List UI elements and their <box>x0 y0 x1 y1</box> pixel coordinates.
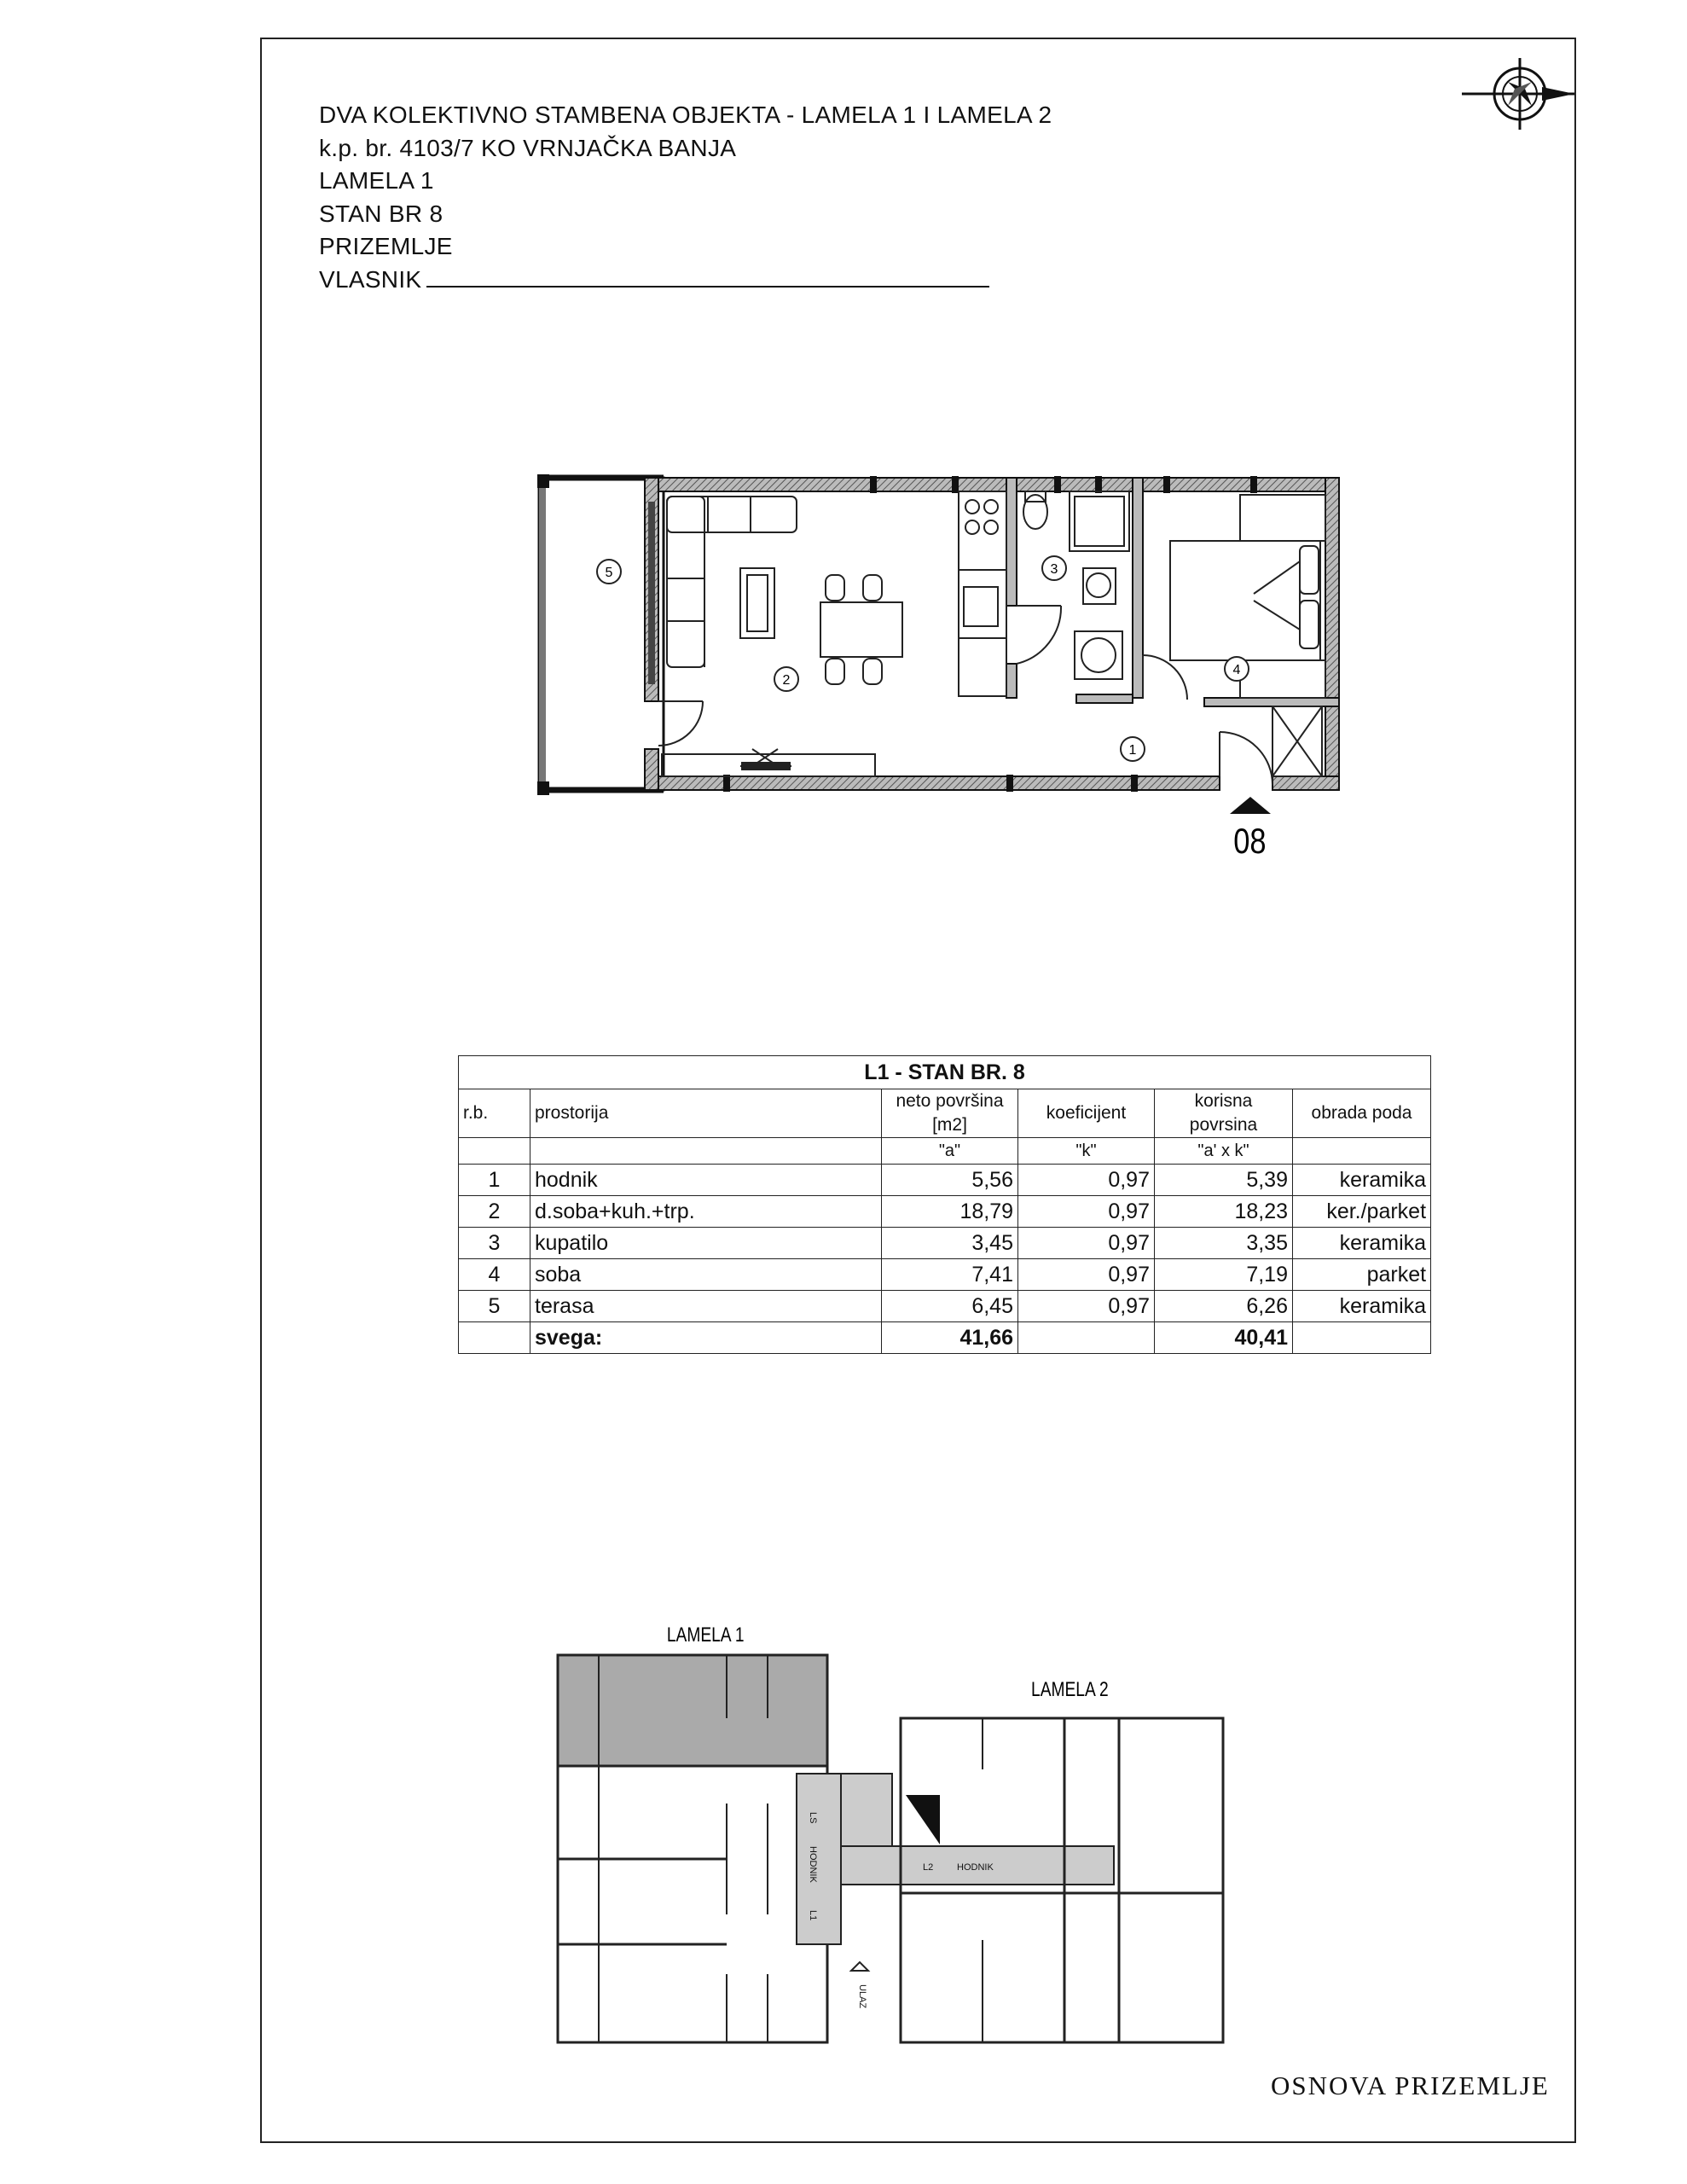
floor-line: PRIZEMLJE <box>319 233 453 259</box>
header-coef: koeficijent <box>1018 1089 1155 1138</box>
total-label: svega: <box>530 1322 882 1354</box>
header-room: prostorija <box>530 1089 882 1138</box>
bathroom-fixtures-icon <box>1023 491 1129 679</box>
table-row: 2 d.soba+kuh.+trp. 18,79 0,97 18,23 ker./parket <box>459 1196 1431 1228</box>
owner-line: VLASNIK <box>319 264 1052 297</box>
sub-area: "a" <box>882 1138 1018 1165</box>
header-floor: obrada poda <box>1293 1089 1431 1138</box>
table-row: 1 hodnik 5,56 0,97 5,39 keramika <box>459 1165 1431 1196</box>
header-rb: r.b. <box>459 1089 530 1138</box>
ulaz-label: ULAZ <box>857 1984 867 2009</box>
header-usable: korisna povrsina <box>1155 1089 1293 1138</box>
dining-table-icon <box>820 575 902 684</box>
sofa-icon <box>667 497 797 667</box>
lamela-line: LAMELA 1 <box>319 167 434 194</box>
table-total-row <box>459 1322 1431 1354</box>
room-number-4: 4 <box>1232 663 1241 677</box>
table-subheader-row <box>459 1138 1431 1165</box>
north-arrow-icon <box>1460 51 1576 145</box>
owner-blank-line <box>426 267 989 288</box>
sub-coef: "k" <box>1018 1138 1155 1165</box>
sub-usable: "a' x k" <box>1155 1138 1293 1165</box>
entrance-arrow-icon <box>851 1962 868 1971</box>
lamela-2-label: LAMELA 2 <box>1031 1676 1109 1701</box>
l1-label: L1 <box>808 1910 818 1921</box>
wardrobe-icon <box>1272 706 1322 776</box>
kitchen-counter-icon <box>959 491 1006 696</box>
window-marks <box>723 476 1257 792</box>
l2-label: L2 <box>923 1862 934 1873</box>
coffee-table-icon <box>740 568 774 638</box>
room-number-2: 2 <box>782 673 791 688</box>
table-row: 4 soba 7,41 0,97 7,19 parket <box>459 1259 1431 1291</box>
stair-marker-icon <box>906 1795 940 1844</box>
entrance-arrow-icon <box>1230 797 1271 814</box>
drawing-caption: OSNOVA PRIZEMLJE <box>1271 2071 1550 2100</box>
room-number-3: 3 <box>1050 562 1058 577</box>
apartment-floor-plan <box>529 468 1348 868</box>
unit-label: 08 <box>1233 821 1267 862</box>
total-usable: 40,41 <box>1155 1322 1293 1354</box>
apartment-line: STAN BR 8 <box>319 200 443 227</box>
ground-floor-key-plan <box>556 1616 1238 2059</box>
table-row: 3 kupatilo 3,45 0,97 3,35 keramika <box>459 1228 1431 1259</box>
room-number-5: 5 <box>605 566 613 580</box>
table-row: 5 terasa 6,45 0,97 6,26 keramika <box>459 1291 1431 1322</box>
parcel-line: k.p. br. 4103/7 KO VRNJAČKA BANJA <box>319 134 737 161</box>
room-area-table <box>458 1055 1430 1354</box>
total-area: 41,66 <box>882 1322 1018 1354</box>
walls <box>645 478 1339 790</box>
lamela-1-label: LAMELA 1 <box>666 1622 745 1647</box>
table-header-row <box>459 1089 1431 1138</box>
corridor <box>797 1774 1114 1944</box>
header-area: neto površina [m2] <box>882 1089 1018 1138</box>
title-block <box>319 99 1052 296</box>
ls-label: LS <box>808 1812 818 1824</box>
lamela-1-block <box>558 1655 827 2042</box>
hodnik-label-l2: HODNIK <box>957 1862 994 1873</box>
room-number-markers <box>597 556 1249 761</box>
tv-stand-icon <box>662 749 875 776</box>
hodnik-label-l1: HODNIK <box>808 1846 818 1883</box>
table-title: L1 - STAN BR. 8 <box>459 1056 1431 1089</box>
project-title: DVA KOLEKTIVNO STAMBENA OBJEKTA - LAMELA 1 I LAMELA 2 <box>319 102 1052 128</box>
room-number-1: 1 <box>1128 743 1137 758</box>
